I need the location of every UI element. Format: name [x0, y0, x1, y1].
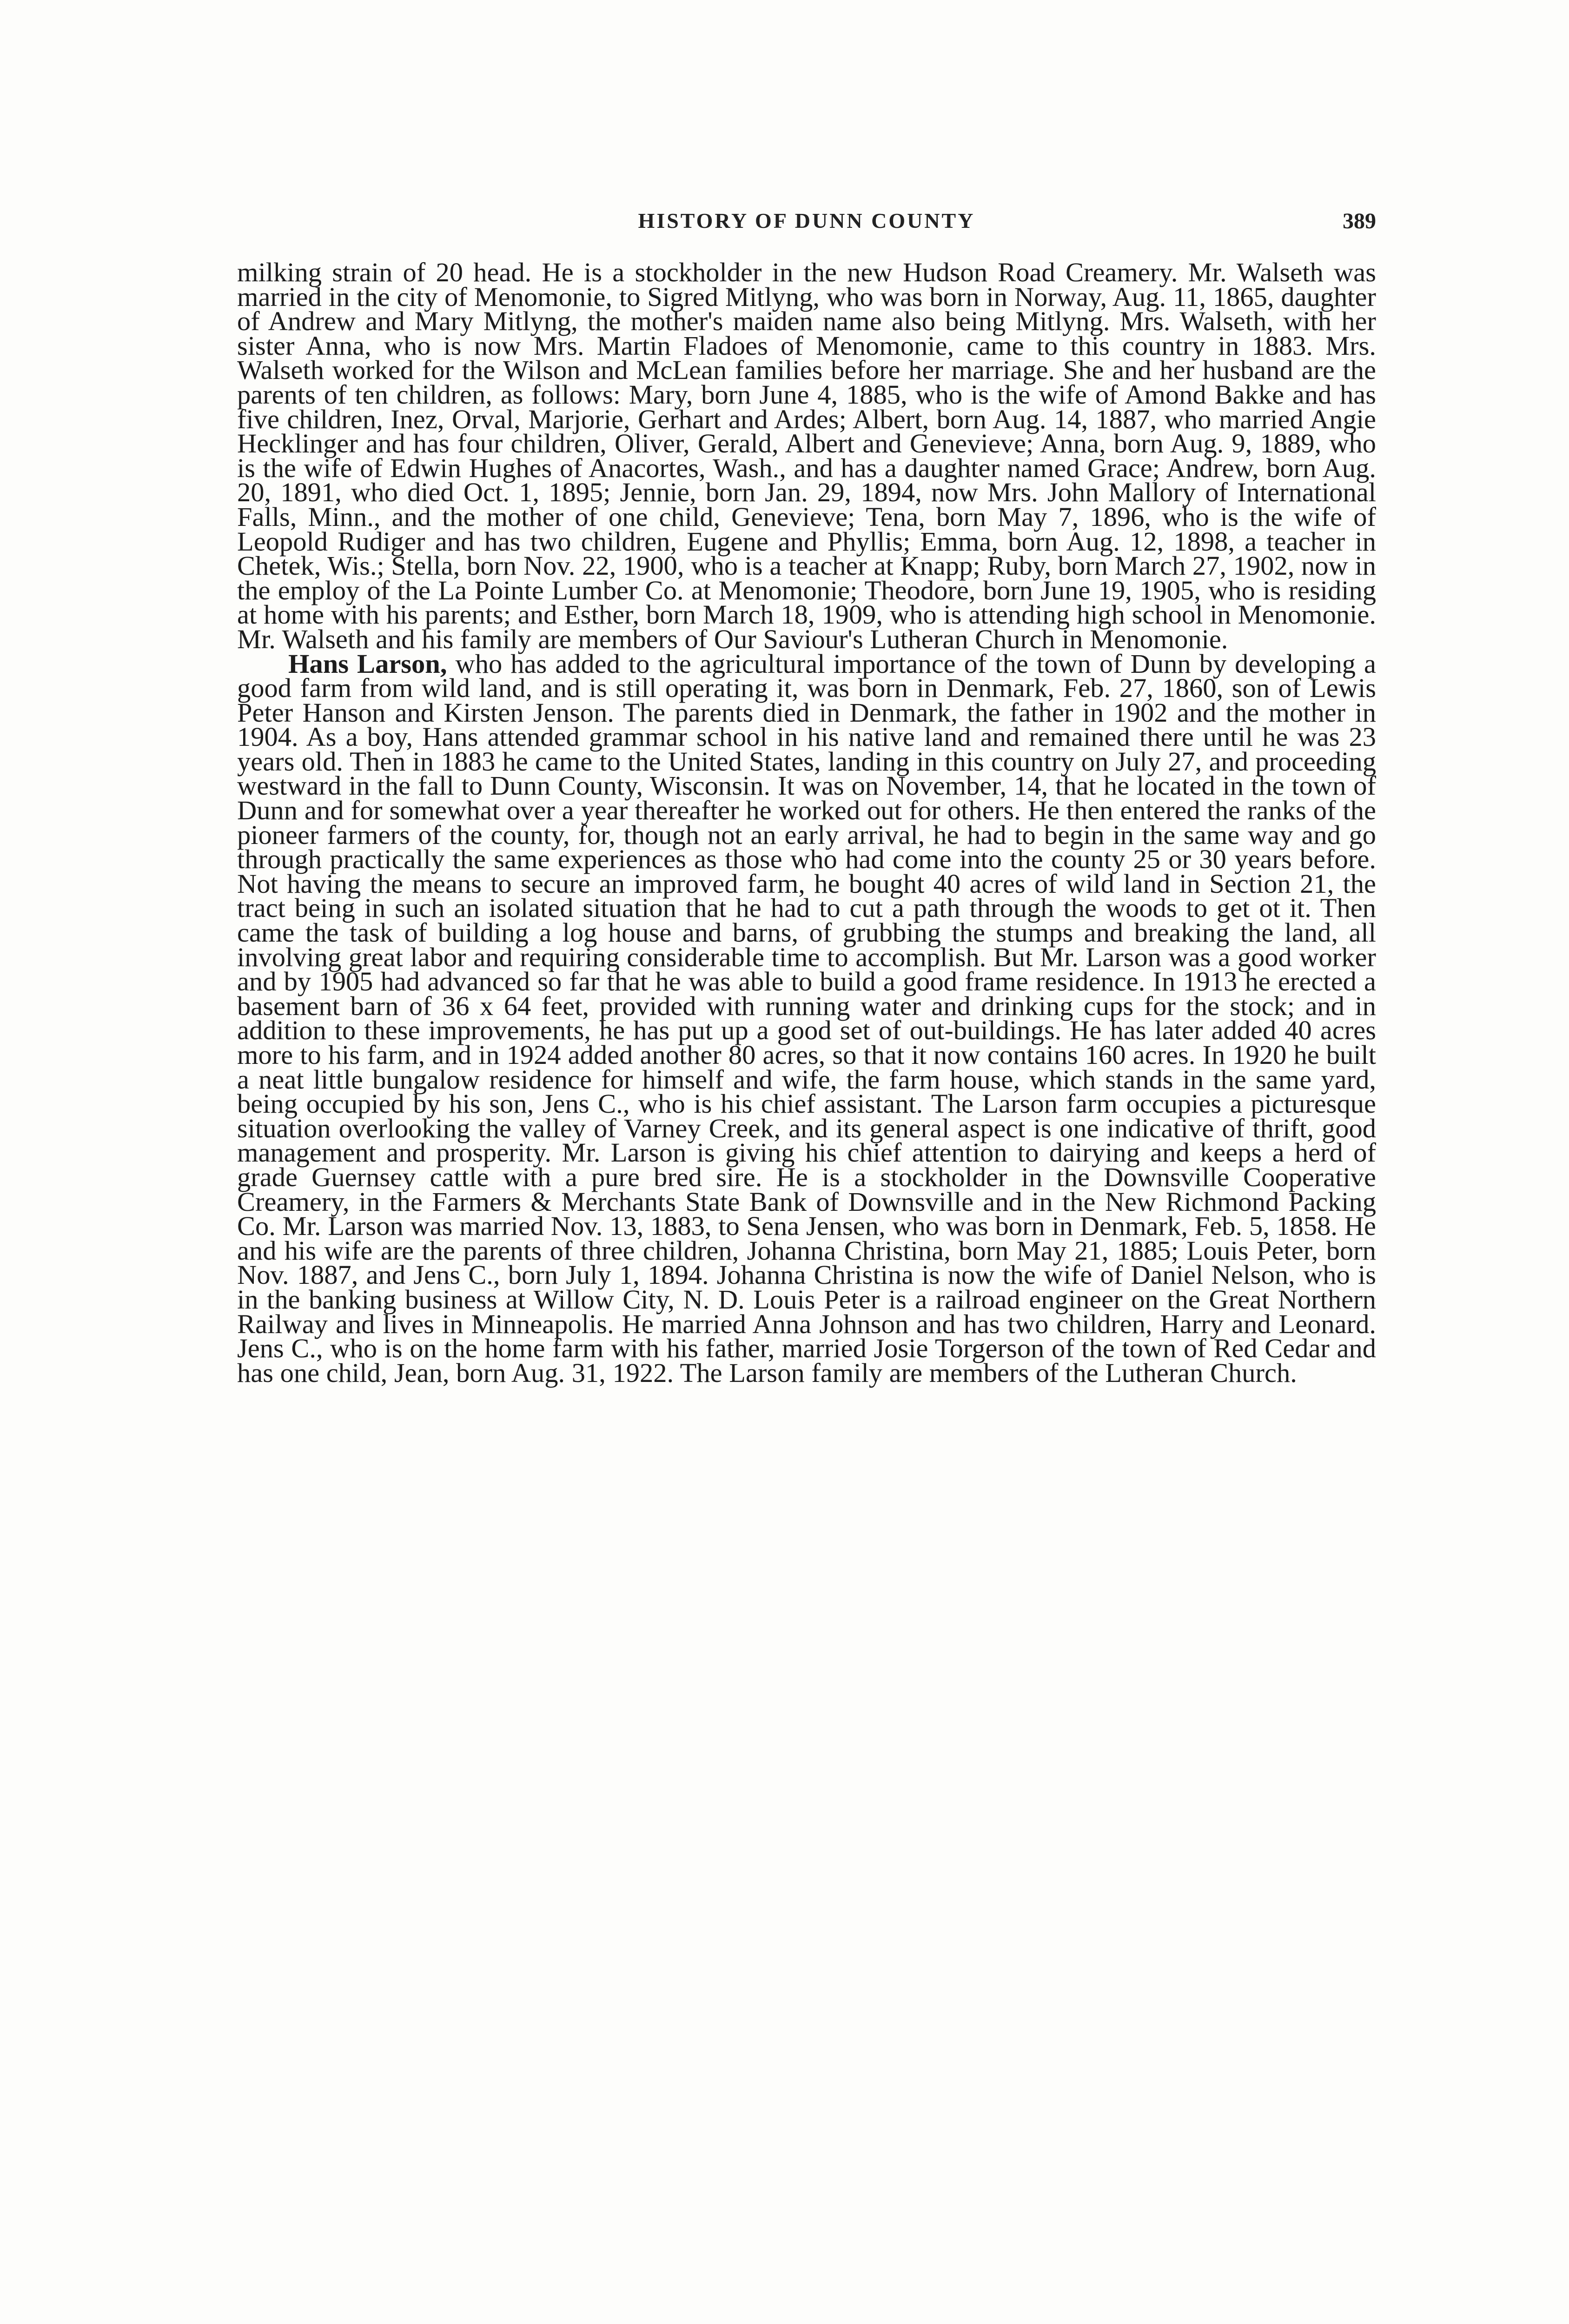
body-text [237, 257, 1376, 1388]
paragraph-text: milking strain of 20 head. He is a stockholder in the new Hudson Road Creamery. Mr. Walseth was married in the city of Menomonie, to Sigred Mitlyng, who was born in Norway, Aug. 11, 1865, daughter of Andrew and Mary Mitlyng, the mother's maiden name also being Mitlyng. Mrs. Walseth, with her sister Anna, who is now Mrs. Martin Fladoes of Menomonie, came to this country in 1883. Mrs. Walseth worked for the Wilson and McLean families before her marriage. She and her husband are the parents of ten children, as follows: Mary, born June 4, 1885, who is the wife of Amond Bakke and has five children, Inez, Orval, Marjorie, Gerhart and Ardes; Albert, born Aug. 14, 1887, who married Angie Hecklinger and has four children, Oliver, Gerald, Albert and Genevieve; Anna, born Aug. 9, 1889, who is the wife of Edwin Hughes of Anacortes, Wash., and has a daughter named Grace; Andrew, born Aug. 20, 1891, who died Oct. 1, 1895; Jennie, born Jan. 29, 1894, now Mrs. John Mallory of International Falls, Minn., and the mother of one child, Genevieve; Tena, born May 7, 1896, who is the wife of Leopold Rudiger and has two children, Eugene and Phyllis; Emma, born Aug. 12, 1898, a teacher in Chetek, Wis.; Stella, born Nov. 22, 1900, who is a teacher at Knapp; Ruby, born March 27, 1902, now in the employ of the La Pointe Lumber Co. at Menomonie; Theodore, born June 19, 1905, who is residing at home with his parents; and Esther, born March 18, 1909, who is attending high school in Menomonie. Mr. Walseth and his family are members of Our Saviour's Lutheran Church in Menomonie. [237, 257, 1376, 654]
paragraph-hans-larson [237, 648, 1376, 1388]
paragraph-walseth-continued [237, 257, 1376, 654]
running-head-title: HISTORY OF DUNN COUNTY [638, 209, 975, 232]
biography-subject-name: Hans Larson, [288, 648, 447, 679]
page-number: 389 [1343, 209, 1376, 233]
running-head [237, 208, 1376, 241]
paragraph-text: who has added to the agricultural importance of the town of Dunn by developing a good farm from wild land, and is still operating it, was born in Denmark, Feb. 27, 1860, son of Lewis Peter Hanson and Kirsten Jenson. The parents died in Denmark, the father in 1902 and the mother in 1904. As a boy, Hans attended grammar school in his native land and remained there until he was 23 years old. Then in 1883 he came to the United States, landing in this country on July 27, and proceeding westward in the fall to Dunn County, Wisconsin. It was on November, 14, that he located in the town of Dunn and for somewhat over a year thereafter he worked out for others. He then entered the ranks of the pioneer farmers of the county, for, though not an early arrival, he had to begin in the same way and go through practically the same experiences as those who had come into the county 25 or 30 years before. Not having the means to secure an improved farm, he bought 40 acres of wild land in Section 21, the tract being in such an isolated situation that he had to cut a path through the woods to get ot it. Then came the task of building a log house and barns, of grubbing the stumps and breaking the land, all involving great labor and requiring considerable time to accomplish. But Mr. Larson was a good worker and by 1905 had advanced so far that he was able to build a good frame residence. In 1913 he erected a basement barn of 36 x 64 feet, provided with running water and drinking cups for the stock; and in addition to these improvements, he has put up a good set of out-buildings. He has later added 40 acres more to his farm, and in 1924 added another 80 acres, so that it now contains 160 acres. In 1920 he built a neat little bungalow residence for himself and wife, the farm house, which stands in the same yard, being occupied by his son, Jens C., who is his chief assistant. The Larson farm occupies a picturesque situation overlooking the valley of Varney Creek, and its general aspect is one indicative of thrift, good management and prosperity. Mr. Larson is giving his chief attention to dairying and keeps a herd of grade Guernsey cattle with a pure bred sire. He is a stockholder in the Downsville Cooperative Creamery, in the Farmers & Merchants State Bank of Downsville and in the New Richmond Packing Co. Mr. Larson was married Nov. 13, 1883, to Sena Jensen, who was born in Denmark, Feb. 5, 1858. He and his wife are the parents of three children, Johanna Christina, born May 21, 1885; Louis Peter, born Nov. 1887, and Jens C., born July 1, 1894. Johanna Christina is now the wife of Daniel Nelson, who is in the banking business at Willow City, N. D. Louis Peter is a railroad engineer on the Great Northern Railway and lives in Minneapolis. He married Anna Johnson and has two children, Harry and Leonard. Jens C., who is on the home farm with his father, married Josie Torgerson of the town of Red Cedar and has one child, Jean, born Aug. 31, 1922. The Larson family are members of the Lutheran Church. [237, 648, 1376, 1388]
